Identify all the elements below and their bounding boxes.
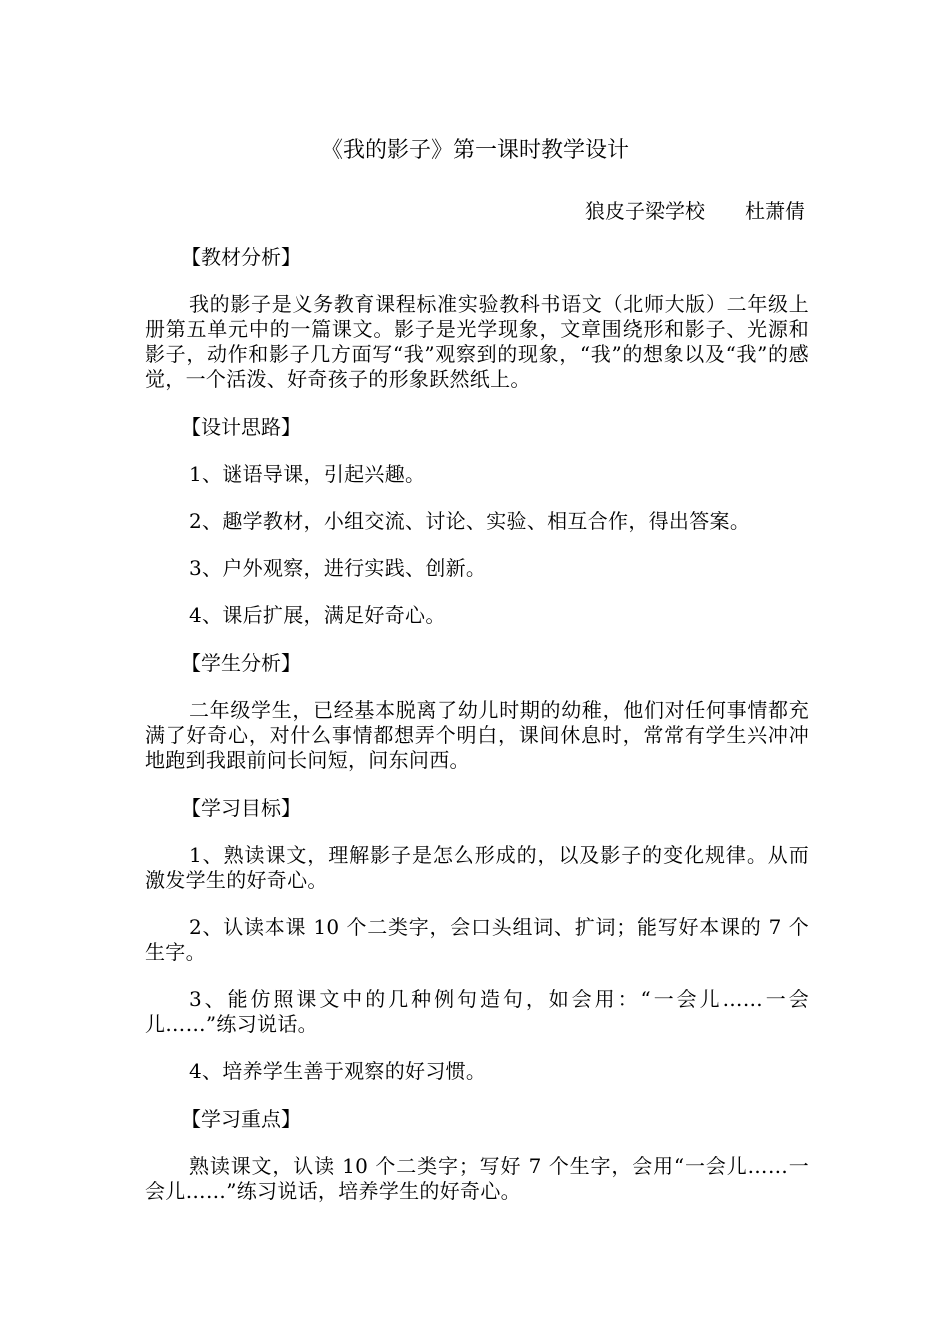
document-title: 《我的影子》第一课时教学设计 xyxy=(320,138,629,163)
learning-goal-item: 1、熟读课文，理解影子是怎么形成的，以及影子的变化规律。从而激发学生的好奇心。 xyxy=(145,843,809,892)
textbook-analysis-paragraph: 我的影子是义务教育课程标准实验教科书语文（北师大版）二年级上册第五单元中的一篇课文。影子是光学现象，文章围绕形和影子、光源和影子，动作和影子几方面写“我”观察到的现象，“我”的想象以及“我”的感觉，一个活泼、好奇孩子的形象跃然纸上。 xyxy=(145,292,809,391)
document-body xyxy=(145,244,809,1226)
learning-focus-paragraph: 熟读课文，认读 10 个二类字；写好 7 个生字，会用“一会儿……一会儿……”练习说话，培养学生的好奇心。 xyxy=(145,1154,809,1203)
section-heading-design-ideas: 【设计思路】 xyxy=(181,415,301,439)
design-idea-item: 3、户外观察，进行实践、创新。 xyxy=(189,556,487,580)
learning-goal-item: 4、培养学生善于观察的好习惯。 xyxy=(189,1059,487,1083)
learning-goal-item: 3、能仿照课文中的几种例句造句，如会用：“一会儿……一会儿……”练习说话。 xyxy=(145,987,809,1036)
author-line: 狼皮子梁学校 杜萧倩 xyxy=(585,199,805,223)
design-idea-item: 1、谜语导课，引起兴趣。 xyxy=(189,462,426,486)
section-heading-learning-focus: 【学习重点】 xyxy=(181,1107,301,1131)
student-analysis-paragraph: 二年级学生，已经基本脱离了幼儿时期的幼稚，他们对任何事情都充满了好奇心，对什么事情都想弄个明白，课间休息时，常常有学生兴冲冲地跑到我跟前问长问短，问东问西。 xyxy=(145,698,809,772)
design-idea-item: 4、课后扩展，满足好奇心。 xyxy=(189,603,446,627)
learning-goal-item: 2、认读本课 10 个二类字，会口头组词、扩词；能写好本课的 7 个生字。 xyxy=(145,915,809,964)
section-heading-student-analysis: 【学生分析】 xyxy=(181,651,301,675)
design-idea-item: 2、趣学教材，小组交流、讨论、实验、相互合作，得出答案。 xyxy=(189,509,751,533)
section-heading-learning-goals: 【学习目标】 xyxy=(181,796,301,820)
section-heading-textbook-analysis: 【教材分析】 xyxy=(181,245,301,269)
